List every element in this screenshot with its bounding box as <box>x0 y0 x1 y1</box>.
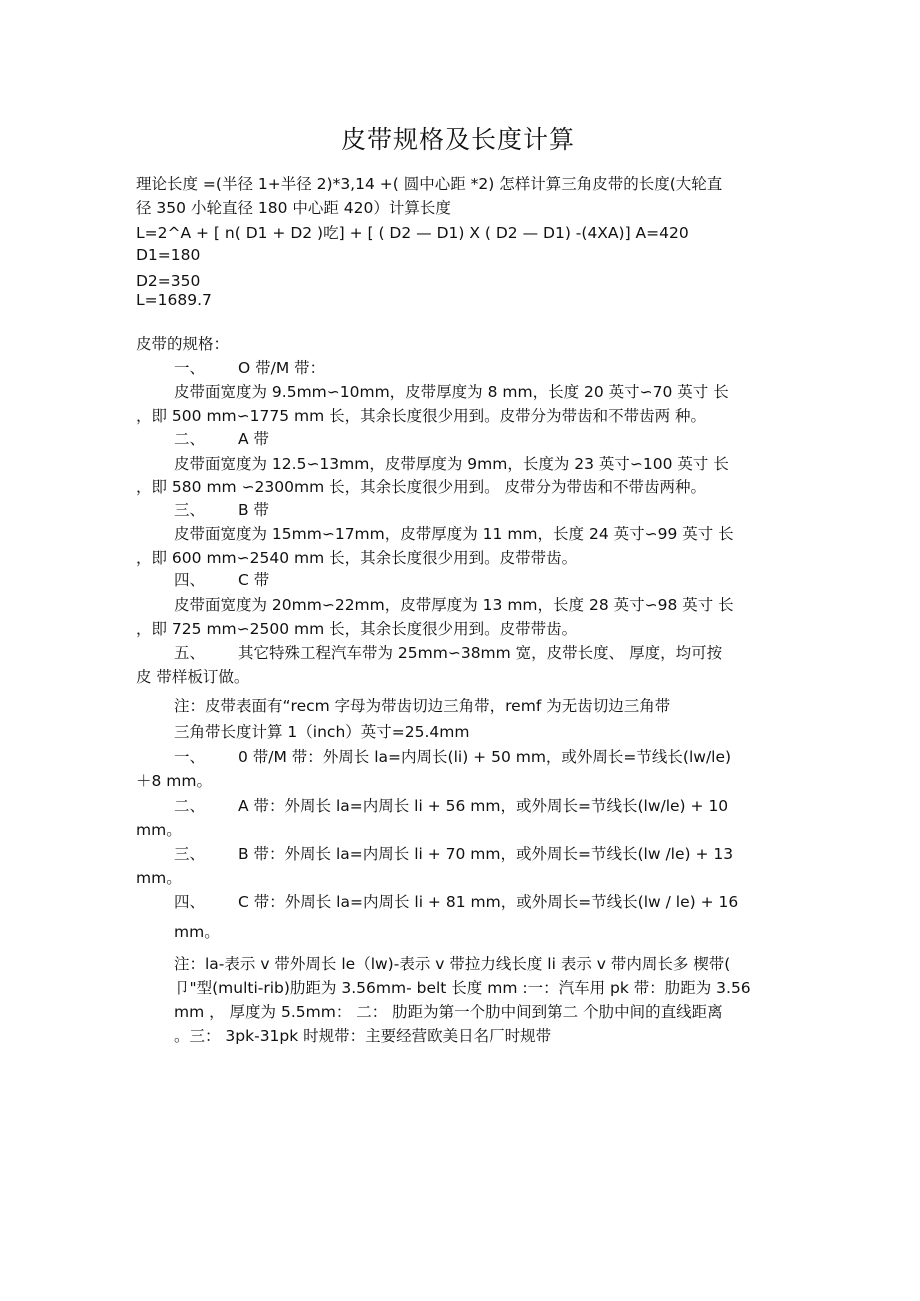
spec-name: B 带 <box>238 501 270 519</box>
note-text: 注：皮带表面有“recm 字母为带齿切边三角带，remf 为无齿切边三角带 <box>174 697 671 715</box>
spec-number: 四、 <box>174 571 206 589</box>
note-text: 卩"型(multi-rib)肋距为 3.56mm- belt 长度 mm :一：汽车用 pk 带：肋距为 3.56 <box>174 979 751 997</box>
spec-number: 一、 <box>174 359 206 377</box>
calc-heading: 三角带长度计算 1（inch）英寸=25.4mm <box>174 723 470 741</box>
calc-text: ＋8 mm。 <box>136 772 212 790</box>
calc-text: mm。 <box>136 821 182 839</box>
spec-name: C 带 <box>238 571 270 589</box>
formula-line: 径 350 小轮直径 180 中心距 420）计算长度 <box>136 199 451 217</box>
note-text: mm ， 厚度为 5.5mm： 二： 肋距为第一个肋中间到第二 个肋中间的直线距离 <box>174 1003 723 1021</box>
note-text: 。三： 3pk-31pk 时规带：主要经营欧美日名厂时规带 <box>174 1027 552 1045</box>
spec-name: A 带 <box>238 430 270 448</box>
calc-text: A 带：外周长 la=内周长 li + 56 mm，或外周长=节线长(lw/le) + 10 <box>238 797 729 815</box>
spec-text: 皮带面宽度为 15mm∽17mm，皮带厚度为 11 mm，长度 24 英寸∽99 英寸 长 <box>174 525 734 543</box>
spec-text: ，即 580 mm ∽2300mm 长，其余长度很少用到。 皮带分为带齿和不带齿两种。 <box>136 478 707 496</box>
calc-text: C 带：外周长 la=内周长 li + 81 mm，或外周长=节线长(lw / le) + 16 <box>238 893 739 911</box>
calc-number: 二、 <box>174 797 206 815</box>
formula-line: 理论长度 =(半径 1+半径 2)*3,14 +( 圆中心距 *2) 怎样计算三角皮带的长度(大轮直 <box>136 175 723 193</box>
spec-number: 五、 <box>174 644 206 662</box>
spec-text: 皮 带样板订做。 <box>136 668 250 686</box>
spec-text: 其它特殊工程汽车带为 25mm∽38mm 宽，皮带长度、 厚度，均可按 <box>238 644 723 662</box>
calc-text: mm。 <box>174 923 220 941</box>
calc-text: mm。 <box>136 869 182 887</box>
note-text: 注：la-表示 v 带外周长 le（lw)-表示 v 带拉力线长度 li 表示 v 带内周长多 楔带( <box>174 955 731 973</box>
spec-text: ，即 500 mm∽1775 mm 长，其余长度很少用到。皮带分为带齿和不带齿两 种。 <box>136 407 707 425</box>
calc-number: 四、 <box>174 893 206 911</box>
spec-text: ，即 600 mm∽2540 mm 长，其余长度很少用到。皮带带齿。 <box>136 549 578 567</box>
calc-number: 三、 <box>174 845 206 863</box>
spec-text: 皮带面宽度为 20mm∽22mm，皮带厚度为 13 mm，长度 28 英寸∽98 英寸 长 <box>174 596 734 614</box>
spec-text: 皮带面宽度为 9.5mm∽10mm，皮带厚度为 8 mm，长度 20 英寸∽70 英寸 长 <box>174 383 729 401</box>
formula-result: L=1689.7 <box>136 291 212 309</box>
spec-text: ，即 725 mm∽2500 mm 长，其余长度很少用到。皮带带齿。 <box>136 620 578 638</box>
calc-text: 0 带/M 带：外周长 la=内周长(li) + 50 mm，或外周长=节线长(lw/le) <box>238 748 732 766</box>
formula-value: D2=350 <box>136 272 201 290</box>
spec-number: 三、 <box>174 501 206 519</box>
spec-text: 皮带面宽度为 12.5∽13mm，皮带厚度为 9mm，长度为 23 英寸∽100 英寸 长 <box>174 455 729 473</box>
calc-number: 一、 <box>174 748 206 766</box>
calc-text: B 带：外周长 la=内周长 li + 70 mm，或外周长=节线长(lw /le) + 13 <box>238 845 734 863</box>
document-title: 皮带规格及长度计算 <box>340 125 575 154</box>
spec-heading: 皮带的规格： <box>136 335 230 353</box>
spec-name: O 带/M 带： <box>238 359 326 377</box>
formula-line: L=2^A + [ n( D1 + D2 )吃] + [ ( D2 — D1) X ( D2 — D1) -(4XA)] A=420 <box>136 224 689 242</box>
spec-number: 二、 <box>174 430 206 448</box>
formula-value: D1=180 <box>136 246 201 264</box>
